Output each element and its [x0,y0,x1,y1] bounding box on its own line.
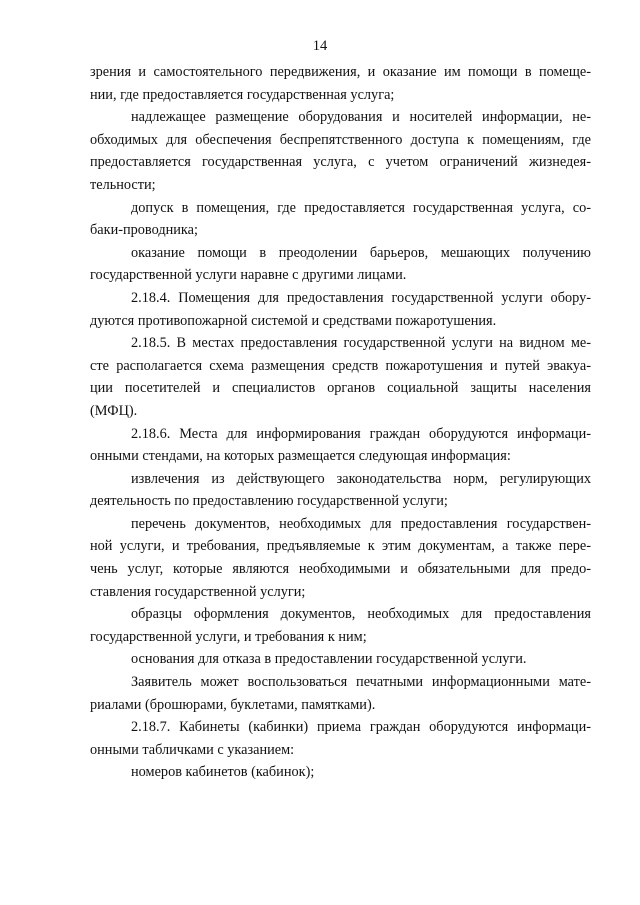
text-line: образцы оформления документов, необходимых для предоставления [131,606,591,623]
text-line: ции посетителей и специалистов органов социальной защиты населения [90,380,591,397]
text-line: 2.18.5. В местах предоставления государственной услуги на видном ме- [131,335,591,352]
text-line: надлежащее размещение оборудования и носителей информации, не- [131,109,591,126]
text-line: допуск в помещения, где предоставляется государственная услуга, со- [131,199,591,216]
text-line: государственной услуги наравне с другими лицами. [90,267,407,284]
text-line: обходимых для обеспечения беспрепятственного доступа к помещениям, где [90,131,591,148]
text-line: онными стендами, на которых размещается следующая информация: [90,448,511,465]
text-line: чень услуг, которые являются необходимыми и обязательными для предо- [90,561,591,578]
text-line: основания для отказа в предоставлении государственной услуги. [131,651,527,668]
text-line: дуются противопожарной системой и средствами пожаротушения. [90,312,497,329]
text-line: 2.18.4. Помещения для предоставления государственной услуги обору- [131,289,591,306]
text-line: риалами (брошюрами, буклетами, памятками). [90,696,376,713]
page-number: 14 [312,38,328,54]
text-line: онными табличками с указанием: [90,741,295,758]
document-body [90,61,591,784]
text-line: сте располагается схема размещения средств пожаротушения и путей эвакуа- [90,357,591,374]
text-line: номеров кабинетов (кабинок); [131,764,315,781]
text-line: деятельность по предоставлению государственной услуги; [90,493,448,510]
text-line: баки-проводника; [90,222,198,239]
text-line: 2.18.7. Кабинеты (кабинки) приема граждан оборудуются информаци- [131,719,591,736]
text-line: государственной услуги, и требования к ним; [90,628,367,645]
text-line: ставления государственной услуги; [90,583,306,600]
text-line: оказание помощи в преодолении барьеров, мешающих получению [131,244,591,261]
text-line: ной услуги, и требования, предъявляемые к этим документам, а также пере- [90,538,591,555]
text-line: тельности; [90,176,156,193]
text-line: перечень документов, необходимых для предоставления государствен- [131,515,591,532]
text-line: (МФЦ). [90,402,138,419]
text-line: Заявитель может воспользоваться печатными информационными мате- [131,674,591,691]
text-line: зрения и самостоятельного передвижения, и оказание им помощи в помеще- [90,64,591,80]
text-line: 2.18.6. Места для информирования граждан оборудуются информаци- [131,425,591,442]
text-line: извлечения из действующего законодательства норм, регулирующих [131,470,591,487]
text-line: нии, где предоставляется государственная услуга; [90,86,395,103]
text-line: предоставляется государственная услуга, с учетом ограничений жизнедея- [90,154,591,171]
